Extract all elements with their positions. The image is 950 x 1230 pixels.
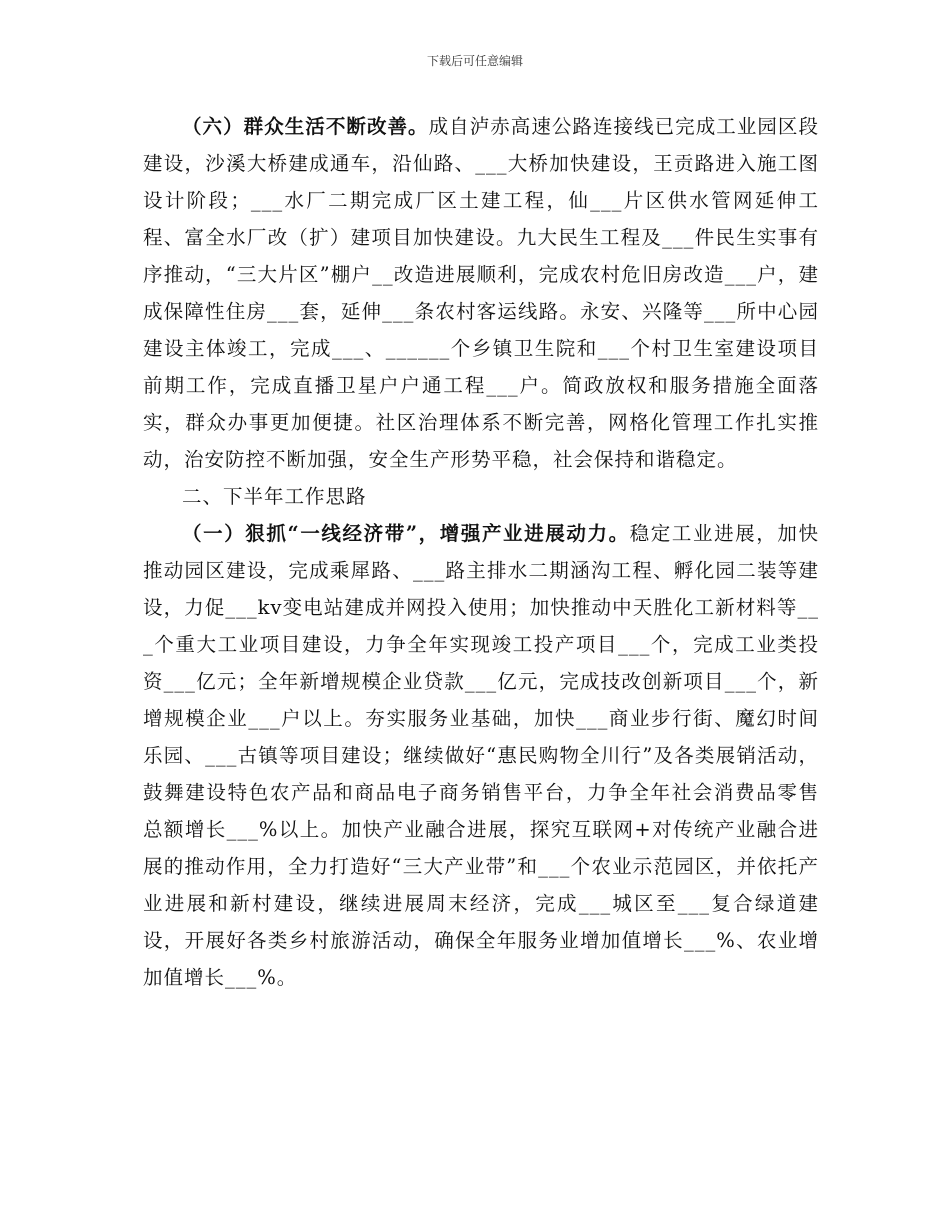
paragraph-people-livelihood [143, 108, 819, 478]
section-heading: 二、下半年工作思路 [182, 485, 367, 508]
paragraph-text: 成自泸赤高速公路连接线已完成工业园区段建设，沙溪大桥建成通车，沿仙路、___大桥加快建设，王贡路进入施工图设计阶段；___水厂二期完成厂区土建工程，仙___片区供水管网延伸工程、富全水厂改（扩）建项目加快建设。九大民生工程及___件民生实事有序推动，“三大片区”棚户__改造进展顺利，完成农村危旧房改造___户，建成保障性住房___套，延伸___条农村客运线路。永安、兴隆等___所中心园建设主体竣工，完成___、______个乡镇卫生院和___个村卫生室建设项目前期工作，完成直播卫星户户通工程___户。简政放权和服务措施全面落实，群众办事更加便捷。社区治理体系不断完善，网格化管理工作扎实推动，治安防控不断加强，安全生产形势平稳，社会保持和谐稳定。 [143, 115, 819, 471]
document-body [143, 108, 819, 996]
paragraph-lead: （六）群众生活不断改善。 [182, 115, 429, 138]
paragraph-economic-belt [143, 515, 819, 996]
paragraph-text: 稳定工业进展，加快推动园区建设，完成乘犀路、___路主排水二期涵沟工程、孵化园二装等建设，力促___kv变电站建成并网投入使用；加快推动中天胜化工新材料等___个重大工业项目建设，力争全年实现竣工投产项目___个，完成工业类投资___亿元；全年新增规模企业贷款___亿元，完成技改创新项目___个，新增规模企业___户以上。夯实服务业基础，加快___商业步行街、魔幻时间乐园、___古镇等项目建设；继续做好“惠民购物全川行”及各类展销活动，鼓舞建设特色农产品和商品电子商务销售平台，力争全年社会消费品零售总额增长___%以上。加快产业融合进展，探究互联网+对传统产业融合进展的推动作用，全力打造好“三大产业带”和___个农业示范园区，并依托产业进展和新村建设，继续进展周末经济，完成___城区至___复合绿道建设，开展好各类乡村旅游活动，确保全年服务业增加值增长___%、农业增加值增长___%。 [143, 522, 819, 989]
paragraph-lead: （一）狠抓“一线经济带”，增强产业进展动力。 [182, 522, 630, 545]
page-header: 下载后可任意编辑 [426, 54, 523, 68]
